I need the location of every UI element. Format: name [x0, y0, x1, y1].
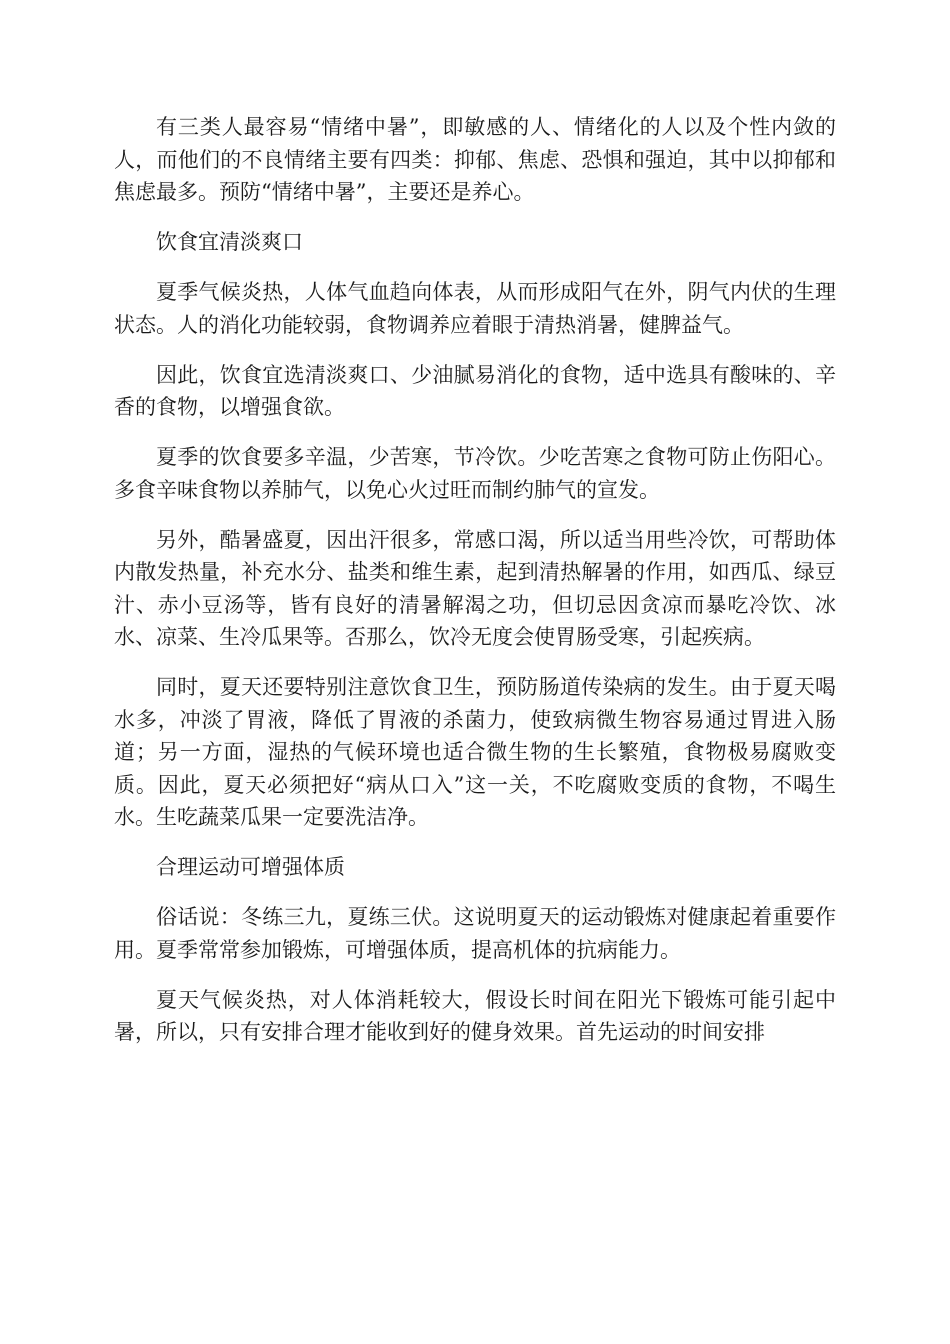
paragraph-cold-drinks: 另外，酷暑盛夏，因出汗很多，常感口渴，所以适当用些冷饮，可帮助体内散发热量，补充水分、盐类和维生素，起到清热解暑的作用，如西瓜、绿豆汁、赤小豆汤等，皆有良好的清暑解渴之功，但切忌因贪凉而暴吃冷饮、冰水、凉菜、生冷瓜果等。否那么，饮冷无度会使胃肠受寒，引起疾病。: [114, 527, 836, 649]
paragraph-emotional-heatstroke: 有三类人最容易“情绪中暑”，即敏感的人、情绪化的人以及个性内敛的人，而他们的不良情绪主要有四类：抑郁、焦虑、恐惧和强迫，其中以抑郁和焦虑最多。预防“情绪中暑”，主要还是养心。: [114, 115, 836, 204]
document-body: [114, 111, 836, 1066]
paragraph-light-food: 因此，饮食宜选清淡爽口、少油腻易消化的食物，适中选具有酸味的、辛香的食物，以增强食欲。: [114, 362, 836, 419]
paragraph-food-hygiene: 同时，夏天还要特别注意饮食卫生，预防肠道传染病的发生。由于夏天喝水多，冲淡了胃液，降低了胃液的杀菌力，使致病微生物容易通过胃进入肠道；另一方面，湿热的气候环境也适合微生物的生长繁殖，食物极易腐败变质。因此，夏天必须把好“病从口入”这一关，不吃腐败变质的食物，不喝生水。生吃蔬菜瓜果一定要洗洁净。: [114, 675, 836, 829]
paragraph-warm-pungent-food: 夏季的饮食要多辛温，少苦寒，节冷饮。少吃苦寒之食物可防止伤阳心。多食辛味食物以养肺气，以免心火过旺而制约肺气的宣发。: [114, 445, 836, 502]
section-heading-exercise: 合理运动可增强体质: [156, 855, 345, 879]
section-heading-diet: 饮食宜清淡爽口: [156, 230, 303, 254]
paragraph-summer-physiology: 夏季气候炎热，人体气血趋向体表，从而形成阳气在外，阴气内伏的生理状态。人的消化功能较弱，食物调养应着眼于清热消暑，健脾益气。: [114, 280, 836, 337]
paragraph-summer-exercise: 俗话说：冬练三九，夏练三伏。这说明夏天的运动锻炼对健康起着重要作用。夏季常常参加锻炼，可增强体质，提高机体的抗病能力。: [114, 905, 836, 962]
paragraph-exercise-timing: 夏天气候炎热，对人体消耗较大，假设长时间在阳光下锻炼可能引起中暑，所以，只有安排合理才能收到好的健身效果。首先运动的时间安排: [114, 987, 836, 1044]
